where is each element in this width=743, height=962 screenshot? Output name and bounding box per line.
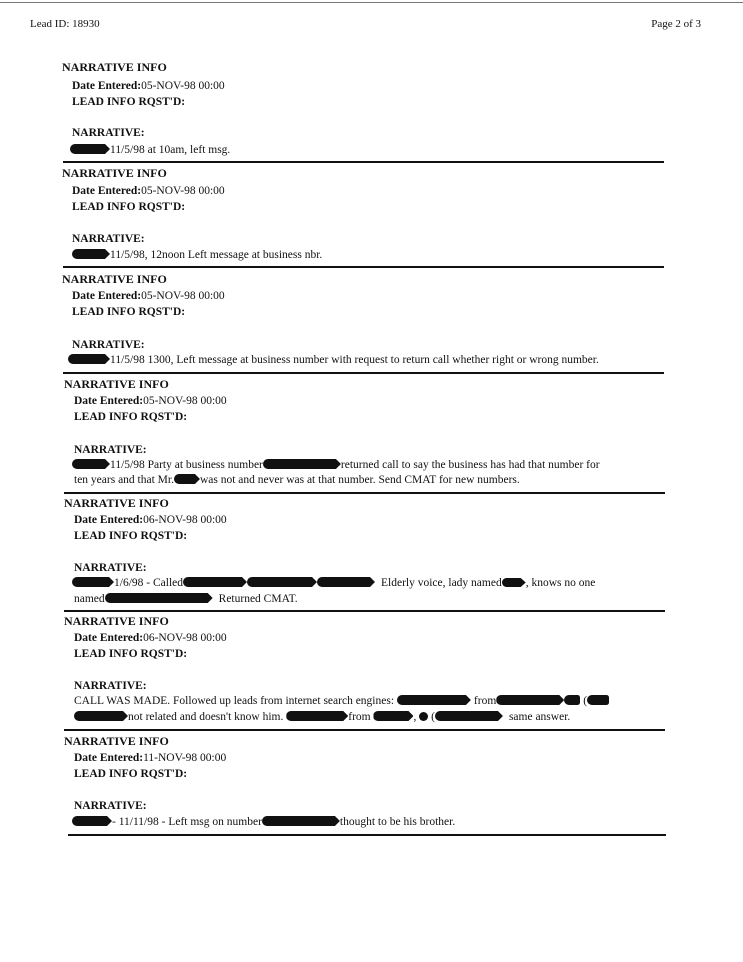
redaction [587,695,609,705]
lead-info-label: LEAD INFO RQST'D: [72,96,186,108]
redaction [564,695,580,705]
date-entered: Date Entered:05-NOV-98 00:00 [74,395,227,407]
narrative-label: NARRATIVE: [74,680,147,692]
redaction [72,816,112,826]
redaction [183,577,247,587]
narrative-label: NARRATIVE: [74,562,147,574]
redaction [263,459,341,469]
lead-info-label: LEAD INFO RQST'D: [72,201,186,213]
date-entered: Date Entered:05-NOV-98 00:00 [72,80,225,92]
redaction [105,593,213,603]
section-rule [68,834,666,836]
date-entered: Date Entered:05-NOV-98 00:00 [72,290,225,302]
redaction [68,354,110,364]
date-entered: Date Entered:06-NOV-98 00:00 [74,514,227,526]
lead-info-label: LEAD INFO RQST'D: [74,648,188,660]
narrative-line: 11/5/98 1300, Left message at business number with request to return call whether right or wrong number. [68,354,599,366]
narrative-label: NARRATIVE: [74,444,147,456]
narrative-line: not related and doesn't know him. from , ( same answer. [74,711,570,723]
redaction [72,577,114,587]
narrative-line: 11/5/98 at 10am, left msg. [70,144,230,156]
redaction [496,695,564,705]
section-rule [63,266,664,268]
section-rule [64,492,665,494]
section-rule [63,372,664,374]
redaction [286,711,348,721]
narrative-line: 11/5/98 Party at business number returned call to say the business has had that number for [72,459,600,471]
narrative-line: - 11/11/98 - Left msg on number thought to be his brother. [72,816,455,828]
redaction [317,577,375,587]
redaction [419,712,428,721]
redaction [70,144,110,154]
entry-title: NARRATIVE INFO [64,614,169,628]
redaction [435,711,503,721]
narrative-line: 1/6/98 - Called Elderly voice, lady named , knows no one [72,577,595,589]
entry-title: NARRATIVE INFO [64,496,169,510]
section-rule [64,610,665,612]
section-rule [63,161,664,163]
lead-info-label: LEAD INFO RQST'D: [72,306,186,318]
date-entered: Date Entered:06-NOV-98 00:00 [74,632,227,644]
narrative-label: NARRATIVE: [72,233,145,245]
narrative-line: 11/5/98, 12noon Left message at business nbr. [72,249,322,261]
entry-title: NARRATIVE INFO [64,377,169,391]
narrative-label: NARRATIVE: [72,339,145,351]
redaction [74,711,128,721]
redaction [262,816,340,826]
lead-id: Lead ID: 18930 [30,18,100,30]
date-entered: Date Entered:11-NOV-98 00:00 [74,752,227,764]
entry-title: NARRATIVE INFO [62,166,167,180]
lead-info-label: LEAD INFO RQST'D: [74,411,188,423]
narrative-line: ten years and that Mr. was not and never was at that number. Send CMAT for new numbers. [74,474,520,486]
date-entered: Date Entered:05-NOV-98 00:00 [72,185,225,197]
section-rule [64,729,665,731]
redaction [373,711,413,721]
redaction [72,249,110,259]
narrative-line: CALL WAS MADE. Followed up leads from internet search engines: from ( [74,695,609,707]
entry-title: NARRATIVE INFO [62,272,167,286]
narrative-label: NARRATIVE: [72,127,145,139]
lead-info-label: LEAD INFO RQST'D: [74,768,188,780]
entry-title: NARRATIVE INFO [64,734,169,748]
narrative-label: NARRATIVE: [74,800,147,812]
redaction [174,474,200,484]
redaction [72,459,110,469]
entry-title: NARRATIVE INFO [62,60,167,74]
narrative-line: named Returned CMAT. [74,593,298,605]
top-border [0,2,743,3]
lead-info-label: LEAD INFO RQST'D: [74,530,188,542]
redaction [247,577,317,587]
redaction [397,695,471,705]
redaction [502,578,526,587]
page-number: Page 2 of 3 [651,18,701,30]
